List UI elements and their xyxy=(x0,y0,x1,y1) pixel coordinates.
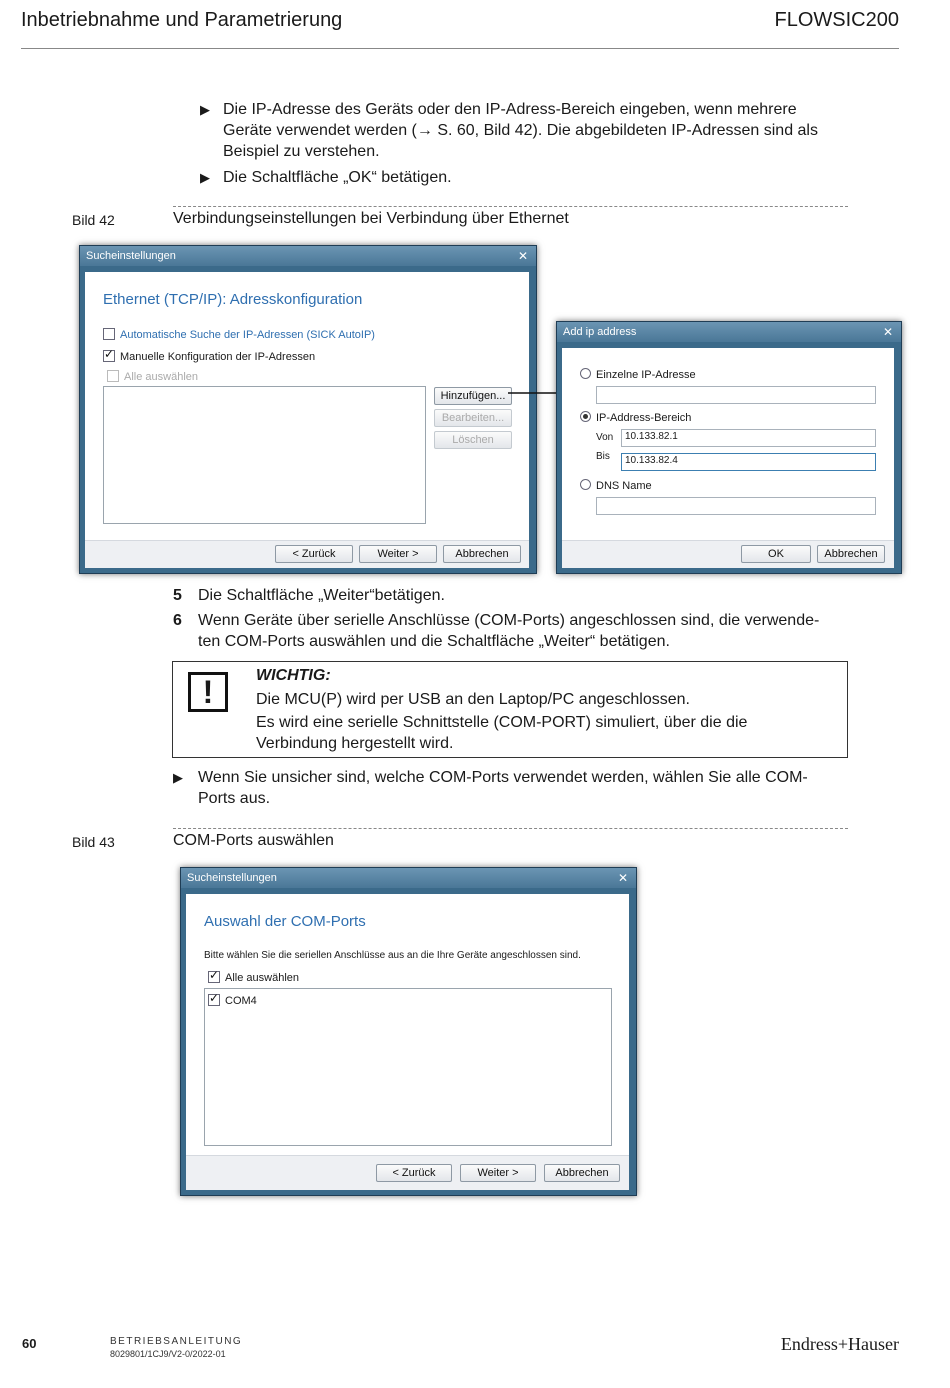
important-notice xyxy=(172,661,848,758)
figure-divider xyxy=(173,828,848,829)
com-port-list[interactable] xyxy=(204,988,612,1146)
com4-checkbox[interactable]: ✓COM4 xyxy=(208,994,257,1007)
to-label: Bis xyxy=(596,451,610,462)
dialog-heading: Auswahl der COM-Ports xyxy=(204,913,366,930)
dialog-footer xyxy=(85,540,529,568)
product-name: FLOWSIC200 xyxy=(774,9,899,31)
figure-label: Bild 42 xyxy=(72,212,115,228)
dns-name-radio[interactable]: DNS Name xyxy=(580,479,652,492)
single-ip-radio[interactable]: Einzelne IP-Adresse xyxy=(580,368,696,381)
add-button[interactable]: Hinzufügen... xyxy=(434,387,512,405)
figure-label: Bild 43 xyxy=(72,834,115,850)
delete-button[interactable]: Löschen xyxy=(434,431,512,449)
cancel-button[interactable]: Abbrechen xyxy=(443,545,521,563)
add-ip-address-dialog xyxy=(556,321,902,574)
ip-address-list[interactable] xyxy=(103,386,426,524)
com-port-dialog xyxy=(180,867,637,1196)
next-button[interactable]: Weiter > xyxy=(460,1164,536,1182)
from-ip-field[interactable]: 10.133.82.1 xyxy=(621,429,876,447)
figure-caption: Verbindungseinstellungen bei Verbindung über Ethernet xyxy=(173,210,569,227)
instruction-bullet: ▶ Wenn Sie unsicher sind, welche COM-Ports verwendet werden, wählen Sie alle COM- Ports aus. xyxy=(173,769,808,807)
close-icon[interactable]: ✕ xyxy=(617,871,628,885)
close-icon[interactable]: ✕ xyxy=(517,249,528,263)
select-all-checkbox[interactable]: Alle auswählen xyxy=(107,370,198,383)
bullet-arrow-icon: ▶ xyxy=(173,770,183,785)
single-ip-field[interactable] xyxy=(596,386,876,404)
page-number: 60 xyxy=(22,1336,37,1351)
cancel-button[interactable]: Abbrechen xyxy=(544,1164,620,1182)
instruction-bullet: ▶ Die Schaltfläche „OK“ betätigen. xyxy=(200,169,452,186)
notice-text: Es wird eine serielle Schnittstelle (COM-PORT) simuliert, über die die xyxy=(256,714,748,731)
dialog-footer xyxy=(562,540,894,568)
bullet-arrow-icon: ▶ xyxy=(200,102,210,117)
edit-button[interactable]: Bearbeiten... xyxy=(434,409,512,427)
manual-config-checkbox[interactable]: ✓Manuelle Konfiguration der IP-Adressen xyxy=(103,350,315,363)
notice-title: WICHTIG: xyxy=(256,667,331,684)
dialog-footer xyxy=(186,1155,629,1190)
dialog-heading: Ethernet (TCP/IP): Adresskonfiguration xyxy=(103,291,363,308)
step-number: 6 xyxy=(173,612,182,629)
brand-logo: Endress+Hauser xyxy=(780,1334,899,1354)
back-button[interactable]: < Zurück xyxy=(376,1164,452,1182)
instruction-bullet: ▶ Die IP-Adresse des Geräts oder den IP-Adress-Bereich eingeben, wenn mehrere Geräte verwendet werden (→ S. 60, Bild 42). Die abgebildeten IP-Adressen sind als Beispiel zu verstehen. xyxy=(200,101,818,160)
instruction-text: Bitte wählen Sie die seriellen Anschlüsse aus an die Ihre Geräte angeschlossen sind. xyxy=(204,950,581,961)
step-number: 5 xyxy=(173,587,182,604)
back-button[interactable]: < Zurück xyxy=(275,545,353,563)
notice-text: Die MCU(P) wird per USB an den Laptop/PC angeschlossen. xyxy=(256,691,690,708)
exclamation-icon: ! xyxy=(188,672,228,712)
ok-button[interactable]: OK xyxy=(741,545,811,563)
step-item: 5 Die Schaltfläche „Weiter“betätigen. xyxy=(173,587,445,604)
document-id: 8029801/1CJ9/V2-0/2022-01 xyxy=(110,1349,226,1359)
search-settings-dialog xyxy=(79,245,537,574)
dns-name-field[interactable] xyxy=(596,497,876,515)
document-type: BETRIEBSANLEITUNG xyxy=(110,1336,243,1347)
next-button[interactable]: Weiter > xyxy=(359,545,437,563)
section-title: Inbetriebnahme und Parametrierung xyxy=(21,9,343,31)
dialog-titlebar: Add ip address xyxy=(557,322,901,342)
dialog-titlebar: Sucheinstellungen xyxy=(80,246,536,266)
from-label: Von xyxy=(596,432,614,443)
cancel-button[interactable]: Abbrechen xyxy=(817,545,885,563)
select-all-checkbox[interactable]: ✓Alle auswählen xyxy=(208,971,299,984)
notice-text: Verbindung hergestellt wird. xyxy=(256,735,454,752)
close-icon[interactable]: ✕ xyxy=(882,325,893,339)
bullet-arrow-icon: ▶ xyxy=(200,170,210,185)
header-divider xyxy=(21,48,899,49)
figure-divider xyxy=(173,206,848,207)
ip-range-radio[interactable]: IP-Address-Bereich xyxy=(580,411,691,424)
step-item: 6 Wenn Geräte über serielle Anschlüsse (COM-Ports) angeschlossen sind, die verwende- ten COM-Ports auswählen und die Schaltfläche „Weiter“ betätigen. xyxy=(173,612,820,650)
figure-caption: COM-Ports auswählen xyxy=(173,832,334,849)
dialog-titlebar: Sucheinstellungen xyxy=(181,868,636,888)
auto-search-checkbox[interactable]: Automatische Suche der IP-Adressen (SICK AutoIP) xyxy=(103,328,375,341)
to-ip-field[interactable]: 10.133.82.4 xyxy=(621,453,876,471)
